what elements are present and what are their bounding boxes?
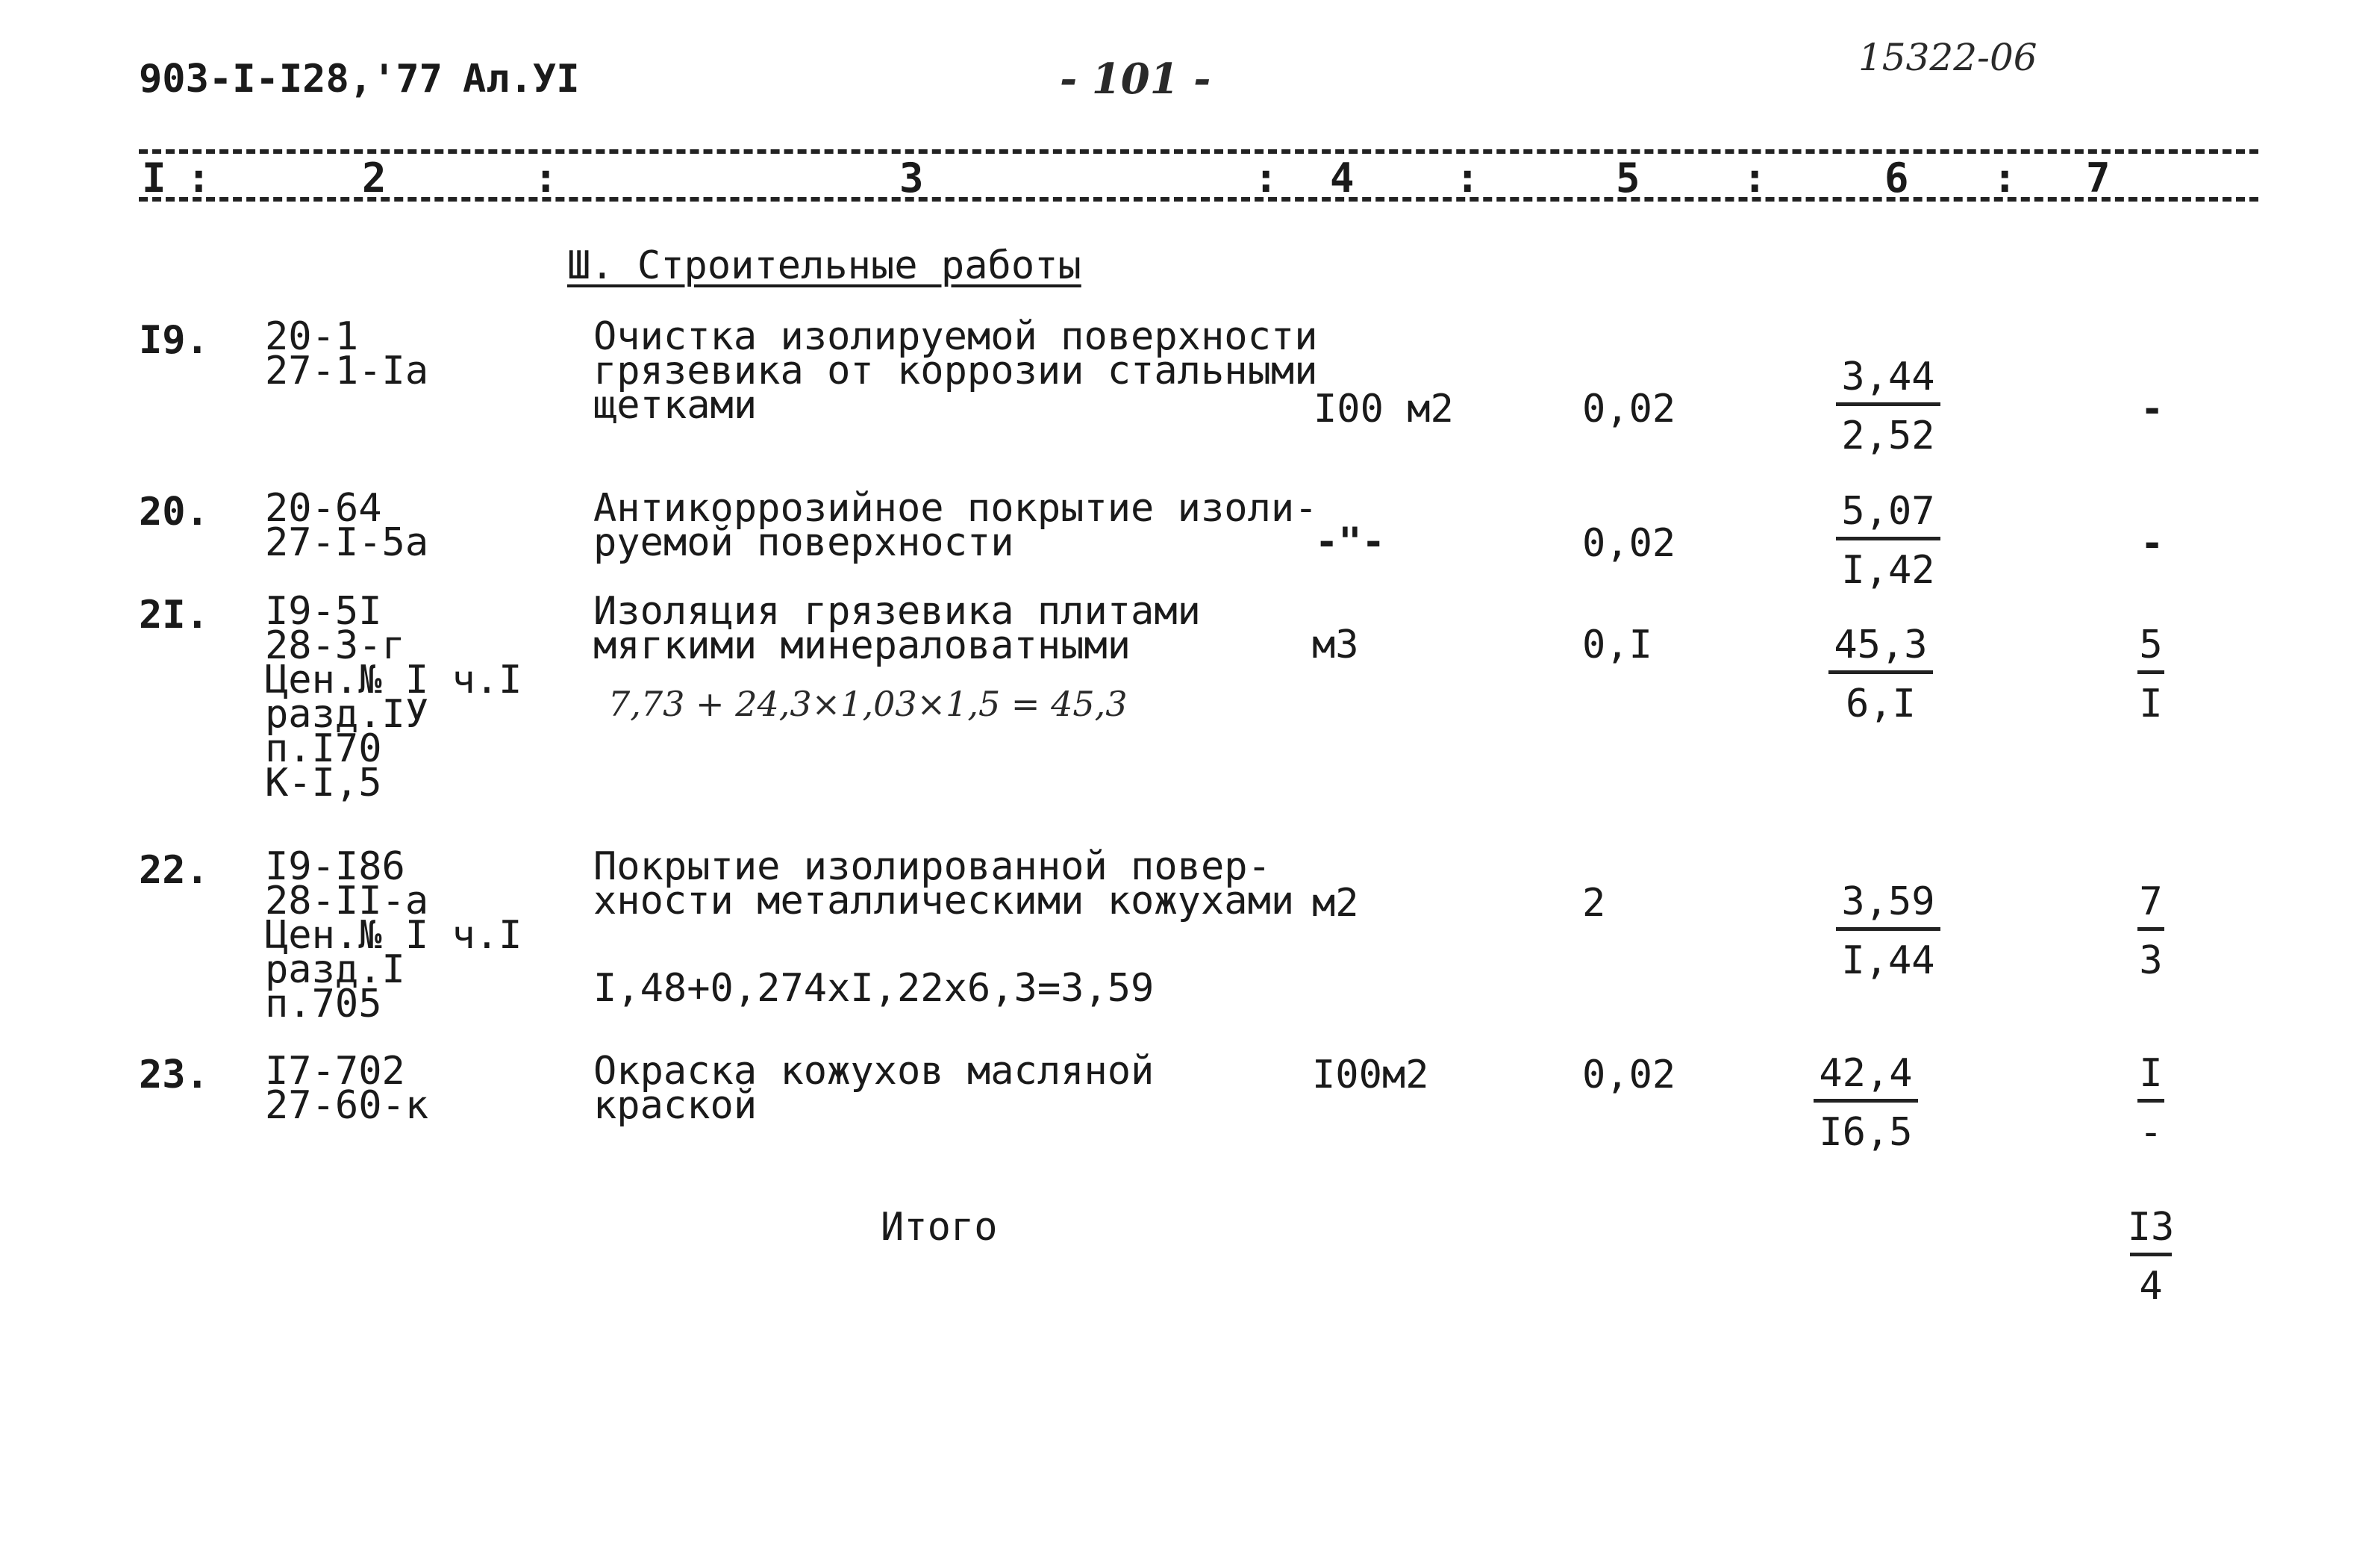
row-number: I9. bbox=[139, 318, 209, 363]
page-number: - 101 - bbox=[1060, 54, 1211, 104]
price-calculation: I,48+0,274xI,22x6,3=3,59 bbox=[593, 966, 1155, 1011]
row-number: 2I. bbox=[139, 593, 209, 638]
grand-total: I3 4 bbox=[2127, 1205, 2175, 1309]
column-separator: : bbox=[1455, 155, 1480, 202]
norm-codes: I7-702 27-60-к bbox=[265, 1049, 429, 1128]
unit-of-measure: -"- bbox=[1315, 520, 1385, 564]
header-rule-bottom bbox=[139, 197, 2258, 202]
row-number: 20. bbox=[139, 490, 209, 534]
header-rule-top bbox=[139, 149, 2258, 154]
column-separator: : bbox=[534, 155, 558, 202]
column-separator: : bbox=[1993, 155, 2017, 202]
column-separator: : bbox=[1254, 155, 1278, 202]
row-number: 22. bbox=[139, 848, 209, 893]
quantity: 0,02 bbox=[1582, 1053, 1676, 1097]
quantity: 0,I bbox=[1582, 623, 1652, 667]
document-code: 903-I-I28,'77 bbox=[139, 57, 443, 102]
work-description: Антикоррозийное покрытие изоли- руемой поверхности bbox=[593, 486, 1318, 565]
column-separator: : bbox=[1743, 155, 1767, 202]
unit-of-measure: I00 м2 bbox=[1314, 387, 1454, 431]
work-description: Очистка изолируемой поверхности грязевика от коррозии стальными щетками bbox=[593, 314, 1318, 428]
row-number: 23. bbox=[139, 1053, 209, 1097]
unit-of-measure: м3 bbox=[1312, 623, 1359, 667]
unit-price: 45,3 6,I bbox=[1806, 623, 1955, 726]
total-cost: 7 3 bbox=[2076, 879, 2226, 983]
total-cost: I - bbox=[2076, 1051, 2226, 1155]
unit-price: 5,07 I,42 bbox=[1814, 489, 1963, 593]
handwritten-calculation: 7,73 + 24,3×1,03×1,5 = 45,3 bbox=[608, 684, 1128, 724]
work-description: Окраска кожухов масляной краской bbox=[593, 1049, 1155, 1128]
unit-of-measure: м2 bbox=[1312, 881, 1359, 926]
quantity: 0,02 bbox=[1582, 521, 1676, 566]
total-label: Итого bbox=[881, 1205, 998, 1250]
norm-codes: 20-1 27-1-Iа bbox=[265, 314, 429, 393]
total-cost: - bbox=[2140, 387, 2164, 431]
column-header-3: 3 bbox=[899, 155, 924, 202]
unit-of-measure: I00м2 bbox=[1312, 1053, 1429, 1097]
column-header-6: 6 bbox=[1884, 155, 1909, 202]
column-header-4: 4 bbox=[1330, 155, 1355, 202]
unit-price: 42,4 I6,5 bbox=[1791, 1051, 1940, 1155]
total-cost: 5 I bbox=[2076, 623, 2226, 726]
album-label: Ал.УI bbox=[463, 57, 580, 102]
section-title-text: Ш. Строительные работы bbox=[567, 243, 1081, 288]
column-header-2: 2 bbox=[362, 155, 387, 202]
column-header-1: I bbox=[142, 155, 166, 202]
column-header-5: 5 bbox=[1616, 155, 1640, 202]
quantity: 2 bbox=[1582, 881, 1606, 926]
quantity: 0,02 bbox=[1582, 387, 1676, 431]
work-description: Изоляция грязевика плитами мягкими минераловатными bbox=[593, 589, 1201, 668]
column-separator: : bbox=[187, 155, 211, 202]
norm-codes: I9-5I 28-3-г Цен.№ I ч.I разд.IУ п.I70 К-I,5 bbox=[265, 589, 522, 805]
total-cost: - bbox=[2140, 521, 2164, 566]
archive-stamp-number: 15322-06 bbox=[1858, 36, 2037, 79]
unit-price: 3,59 I,44 bbox=[1814, 879, 1963, 983]
work-description: Покрытие изолированной повер- хности металлическими кожухами bbox=[593, 844, 1295, 923]
norm-codes: I9-I86 28-II-а Цен.№ I ч.I разд.I п.705 bbox=[265, 844, 522, 1026]
unit-price: 3,44 2,52 bbox=[1814, 355, 1963, 458]
norm-codes: 20-64 27-I-5а bbox=[265, 486, 429, 565]
column-header-7: 7 bbox=[2086, 155, 2111, 202]
section-title bbox=[567, 243, 1081, 288]
